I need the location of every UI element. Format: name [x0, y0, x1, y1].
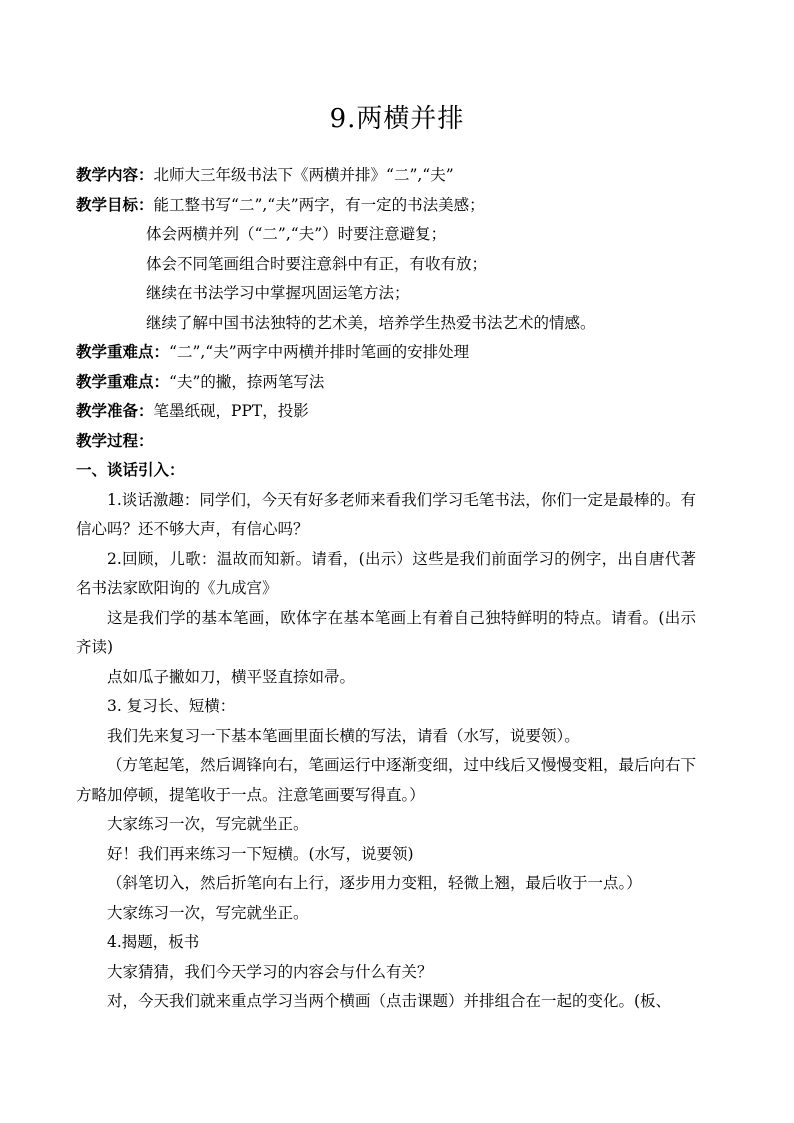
lesson-body — [76, 161, 696, 1017]
paragraph: 这是我们学的基本笔画，欧体字在基本笔画上有着自己独特鲜明的特点。请看。(出示齐读) — [76, 608, 696, 656]
teaching-goal-row — [76, 191, 696, 221]
paragraph: 1.谈话激趣：同学们，今天有好多老师来看我们学习毛笔书法，你们一定是最棒的。有信心吗？还不够大声，有信心吗？ — [76, 490, 696, 538]
key-point-row — [76, 338, 696, 368]
teaching-process-label: 教学过程： — [76, 431, 154, 450]
paragraph: 对，今天我们就来重点学习当两个横画（点击课题）并排组合在一起的变化。(板、 — [107, 992, 672, 1010]
teaching-content-label: 教学内容： — [76, 166, 154, 184]
key-point-row — [76, 368, 696, 398]
paragraph: （方笔起笔，然后调锋向右，笔画运行中逐渐变细，过中线后又慢慢变粗，最后向右下方略加停顿，提笔收于一点。注意笔画要写得直。） — [76, 756, 697, 804]
teaching-prep-label: 教学准备： — [76, 402, 154, 420]
paragraph: （斜笔切入，然后折笔向右上行，逐步用力变粗，轻微上翘，最后收于一点。） — [107, 874, 642, 892]
teaching-goal-item: 继续了解中国书法独特的艺术美，培养学生热爱书法艺术的情感。 — [146, 313, 596, 332]
teaching-prep-row — [76, 397, 696, 427]
paragraph: 大家练习一次，写完就坐正。 — [107, 903, 309, 922]
teaching-content-row — [76, 161, 696, 191]
teaching-process-row — [76, 427, 696, 457]
teaching-prep-value: 笔墨纸砚，PPT，投影 — [153, 402, 309, 420]
teaching-content-value: 北师大三年级书法下《两横并排》“二”,“夫” — [153, 166, 454, 184]
teaching-goal-item: 能工整书写“二”,“夫”两字，有一定的书法美感； — [153, 195, 485, 214]
key-point-value: “夫”的撇，捺两笔写法 — [169, 372, 325, 391]
teaching-goal-label: 教学目标： — [76, 195, 154, 214]
paragraph: 点如瓜子撇如刀，横平竖直捺如帚。 — [107, 667, 356, 686]
paragraph: 大家练习一次，写完就坐正。 — [107, 815, 309, 833]
teaching-goal-item: 体会不同笔画组合时要注意斜中有正，有收有放； — [146, 254, 488, 273]
paragraph: 我们先来复习一下基本笔画里面长横的写法，请看（水写，说要领）。 — [107, 726, 580, 745]
section-heading: 一、谈话引入： — [76, 461, 185, 479]
paragraph: 4.揭题，板书 — [107, 933, 200, 951]
key-point-label: 教学重难点： — [76, 372, 170, 391]
teaching-goal-item: 继续在书法学习中掌握巩固运笔方法； — [146, 284, 410, 302]
key-point-label: 教学重难点： — [76, 343, 170, 361]
lesson-title: 9.两横并排 — [329, 104, 465, 134]
teaching-goal-item: 体会两横并列（“二”,“夫”）时要注意避复； — [146, 225, 447, 243]
paragraph: 2.回顾，儿歌：温故而知新。请看，(出示）这些是我们前面学习的例字，出自唐代著名书法家欧阳询的《九成宫》 — [76, 549, 696, 597]
paragraph: 大家猜猜，我们今天学习的内容会与什么有关？ — [107, 962, 433, 981]
key-point-value: “二”,“夫”两字中两横并排时笔画的安排处理 — [169, 343, 470, 361]
paragraph: 好！我们再来练习一下短横。(水写，说要领) — [107, 844, 414, 863]
paragraph: 3. 复习长、短横： — [107, 697, 236, 715]
